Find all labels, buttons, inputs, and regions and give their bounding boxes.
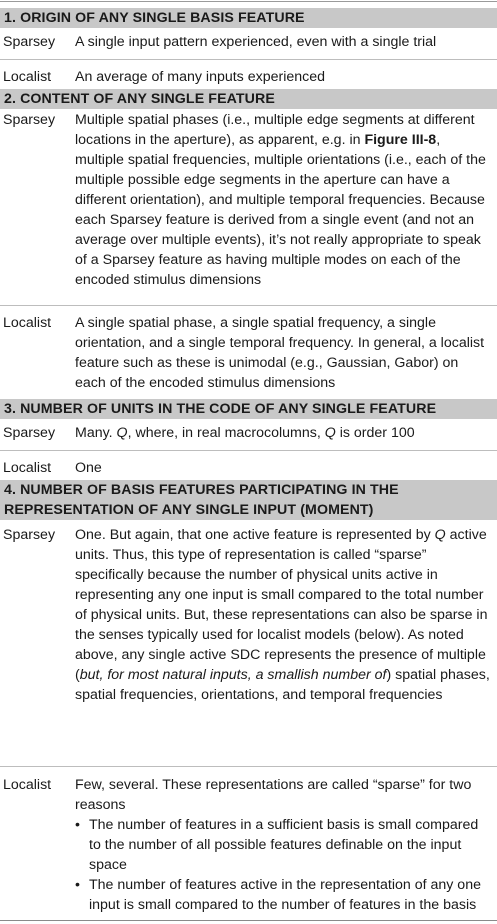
section-header-text: 4. NUMBER OF BASIS FEATURES PARTICIPATING IN THE REPRESENTATION OF ANY SINGLE INPUT (MOMENT) [4,482,399,518]
row-label: Sparsey [3,425,56,441]
figure-reference: Figure III-8 [364,132,437,148]
section-header-text: 1. ORIGIN OF ANY SINGLE BASIS FEATURE [4,10,305,26]
table-row-sparsey-origin [0,32,497,52]
row-label: Localist [3,315,52,331]
table-bottom-rule [0,920,497,921]
row-text: A single input pattern experienced, even with a single trial [75,34,437,50]
row-label: Sparsey [3,112,56,128]
table-row-sparsey-units [0,423,497,443]
row-text-part: Many. [75,425,117,441]
variable-q: Q [116,425,128,441]
section-header-text: 3. NUMBER OF UNITS IN THE CODE OF ANY SINGLE FEATURE [4,401,437,417]
table-row-localist-origin [0,67,497,87]
row-divider [0,305,497,306]
section-header-units [0,399,497,419]
row-text-part: is order 100 [335,425,415,441]
bullet-icon: • [75,817,80,833]
bullet-text: The number of features in a sufficient basis is small compared to the number of all possible features definable on the input space [89,817,479,873]
section-header-origin [0,8,497,28]
table-row-localist-units [0,458,497,478]
table-row-localist-content [0,313,497,398]
row-text: A single spatial phase, a single spatial frequency, a single orientation, and a single temporal frequency. In general, a localist feature such as these is unimodal (e.g., Gaussian, Gabor) on each of the encoded stimulus dimensions [75,315,485,391]
row-text-part: One. But again, that one active feature is represented by [75,527,435,543]
row-text [75,525,491,705]
row-divider [0,59,497,60]
row-text-part: , multiple spatial frequencies, multiple orientations (i.e., each of the multiple possible edge segments in the aperture can have a different orientation), and multiple temporal frequencies. Because each Sparsey feature is derived from a single event (and not an average over multiple events), it’s not really appropriate to speak of a Sparsey feature as having multiple modes on each of the encoded stimulus dimensions [75,132,486,288]
bullet-icon: • [75,877,80,893]
row-text [75,423,491,443]
row-text: An average of many inputs experienced [75,69,326,85]
row-label: Localist [3,460,52,476]
row-divider [0,766,497,767]
row-label: Sparsey [3,34,56,50]
variable-q: Q [434,527,446,543]
list-item [75,815,491,875]
section-header-text: 2. CONTENT OF ANY SINGLE FEATURE [4,91,275,107]
row-text: One [75,460,102,476]
table-row-localist-basis [0,775,497,815]
row-text [75,110,491,290]
section-header-content [0,89,497,109]
table-row-sparsey-content [0,110,497,300]
table-row-sparsey-basis [0,525,497,735]
row-label: Localist [3,777,52,793]
row-text-part: Multiple spatial phases (i.e., multiple edge segments at different locations in the aperture), as apparent, e.g. in [75,112,475,148]
row-text: Few, several. These representations are called “sparse” for two reasons [75,777,472,813]
table-top-rule [0,1,497,2]
italic-note: but, for most natural inputs, a smallish number of [79,667,387,683]
row-text-part: , where, in real macrocolumns, [127,425,325,441]
row-label: Localist [3,69,52,85]
variable-q: Q [324,425,336,441]
row-label: Sparsey [3,527,56,543]
section-header-basis-features [0,480,497,520]
row-divider [0,450,497,451]
bullet-text: The number of features active in the representation of any one input is small compared to the number of features in the basis [89,877,481,913]
list-item [75,875,491,915]
row-text-part: active units. Thus, this type of representation is called “sparse” specifically because the number of physical units active in representing any one input is small compared to the total number of physical units. But, these representations can also be sparse in the senses typically used for localist models (below). As noted above, any single active SDC represents the presence of multiple ( [75,527,488,683]
row-text-part: ) spatial phases, spatial frequencies, orientations, and temporal frequencies [75,667,490,703]
